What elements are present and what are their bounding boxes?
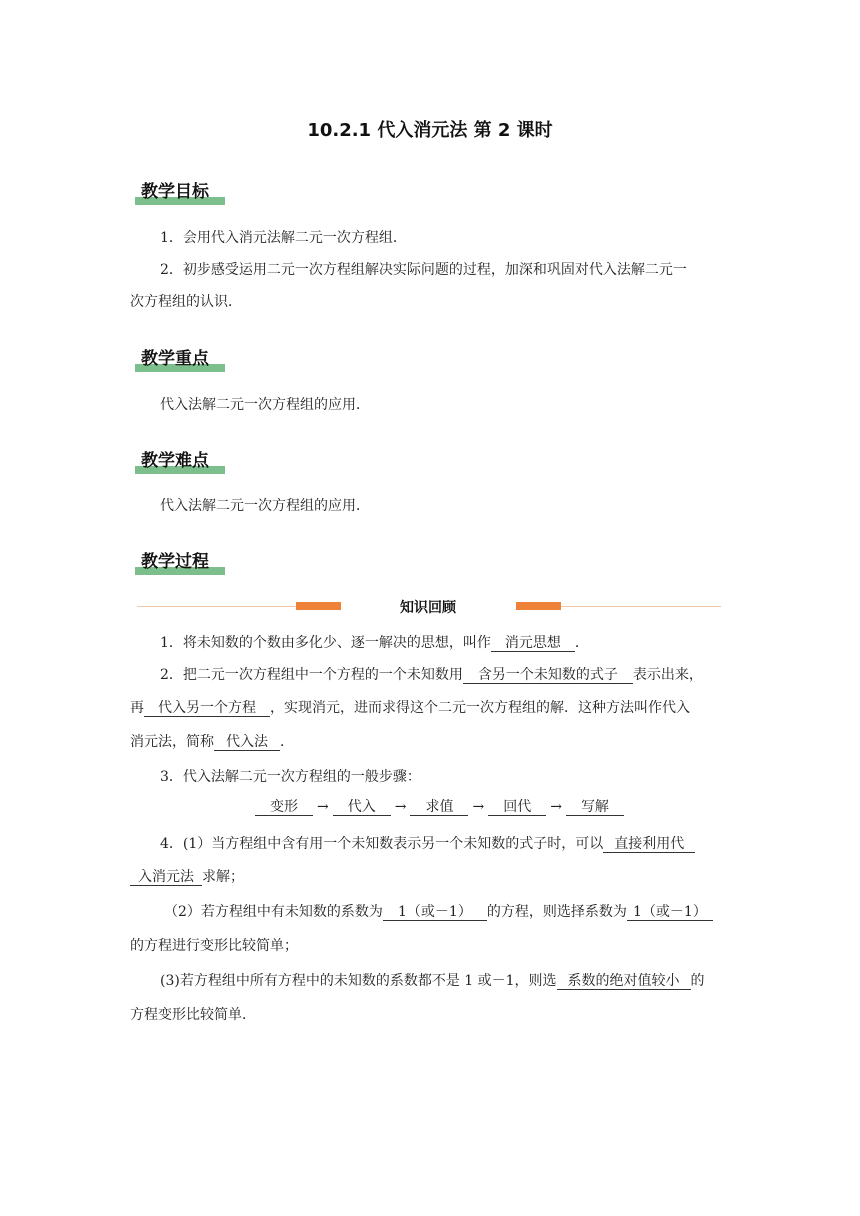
section-heading-keypoints xyxy=(135,342,225,372)
q1-answer: 消元思想 xyxy=(491,635,575,652)
step-2: 代入 xyxy=(333,799,391,816)
subsection-title: 知识回顾 xyxy=(400,600,456,616)
q4-answer-4: 系数的绝对值较小 xyxy=(557,973,691,990)
q2-text: 消元法，简称 xyxy=(130,734,214,750)
heading-text: 教学难点 xyxy=(141,451,209,471)
question-4-line-3 xyxy=(164,901,713,921)
goal-item-1: 1．会用代入消元法解二元一次方程组． xyxy=(160,230,407,246)
question-2-line-1 xyxy=(160,664,703,684)
step-4: 回代 xyxy=(488,799,546,816)
step-3: 求值 xyxy=(410,799,468,816)
arrow-icon: → xyxy=(472,799,485,815)
goal-item-2: 2．初步感受运用二元一次方程组解决实际问题的过程，加深和巩固对代入法解二元一 xyxy=(160,262,687,278)
step-5: 写解 xyxy=(566,799,624,816)
q2-text: 2．把二元一次方程组中一个方程的一个未知数用 xyxy=(160,667,463,683)
divider-left xyxy=(137,606,297,607)
q4-text: 的方程，则选择系数为 xyxy=(486,904,627,920)
question-4-line-1 xyxy=(160,833,695,853)
heading-text: 教学目标 xyxy=(141,182,209,202)
arrow-icon: → xyxy=(550,799,562,815)
question-2-line-3 xyxy=(130,731,294,751)
q4-answer-1a: 直接利用代 xyxy=(603,836,695,853)
question-4-line-6: 方程变形比较简单． xyxy=(130,1007,256,1023)
heading-text: 教学过程 xyxy=(141,552,209,572)
question-4-line-5 xyxy=(160,970,705,990)
q2-answer-1: 含另一个未知数的式子 xyxy=(463,667,633,684)
keypoints-text: 代入法解二元一次方程组的应用． xyxy=(160,397,370,413)
heading-text: 教学重点 xyxy=(141,349,209,369)
q4-text: 的 xyxy=(690,973,705,989)
section-heading-difficulties xyxy=(135,444,225,474)
q4-answer-3: 1（或－1） xyxy=(627,904,713,921)
q2-text: 再 xyxy=(130,700,144,716)
orange-bar-right xyxy=(516,602,561,610)
q4-text: 4．(1）当方程组中含有用一个未知数表示另一个未知数的式子时，可以 xyxy=(160,836,604,852)
q2-text: ，实现消元，进而求得这个二元一次方程组的解．这种方法叫作代入 xyxy=(270,700,690,716)
q1-text: 1．将未知数的个数由多化少、逐一解决的思想，叫作 xyxy=(160,635,491,651)
orange-bar-left xyxy=(296,602,341,610)
question-3: 3．代入法解二元一次方程组的一般步骤： xyxy=(160,769,421,785)
q2-text: ． xyxy=(280,734,294,750)
q4-answer-2: 1（或－1） xyxy=(383,904,487,921)
q2-answer-3: 代入法 xyxy=(214,734,280,751)
step-1: 变形 xyxy=(255,799,313,816)
arrow-icon: → xyxy=(317,799,329,815)
divider-right xyxy=(561,606,721,607)
q4-answer-1b: 入消元法 xyxy=(130,869,202,886)
question-2-line-2 xyxy=(130,697,690,717)
question-4-line-4: 的方程进行变形比较简单； xyxy=(130,938,298,954)
q4-text: (3)若方程组中所有方程中的未知数的系数都不是 1 或－1，则选 xyxy=(160,973,557,989)
q4-text: （2）若方程组中有未知数的系数为 xyxy=(164,904,383,920)
question-1 xyxy=(160,632,589,652)
section-heading-goals xyxy=(135,175,225,205)
goal-item-2-cont: 次方程组的认识． xyxy=(130,294,242,310)
q4-text: 求解； xyxy=(202,869,244,885)
q1-end: ． xyxy=(574,635,589,651)
question-4-line-2 xyxy=(130,866,244,886)
difficulties-text: 代入法解二元一次方程组的应用． xyxy=(160,498,370,514)
section-heading-process xyxy=(135,545,225,575)
q2-answer-2: 代入另一个方程 xyxy=(144,700,270,717)
steps-flow xyxy=(255,799,624,816)
arrow-icon: → xyxy=(394,799,407,815)
q2-text: 表示出来， xyxy=(632,667,703,683)
page-title: 10.2.1 代入消元法 第 2 课时 xyxy=(307,120,553,141)
